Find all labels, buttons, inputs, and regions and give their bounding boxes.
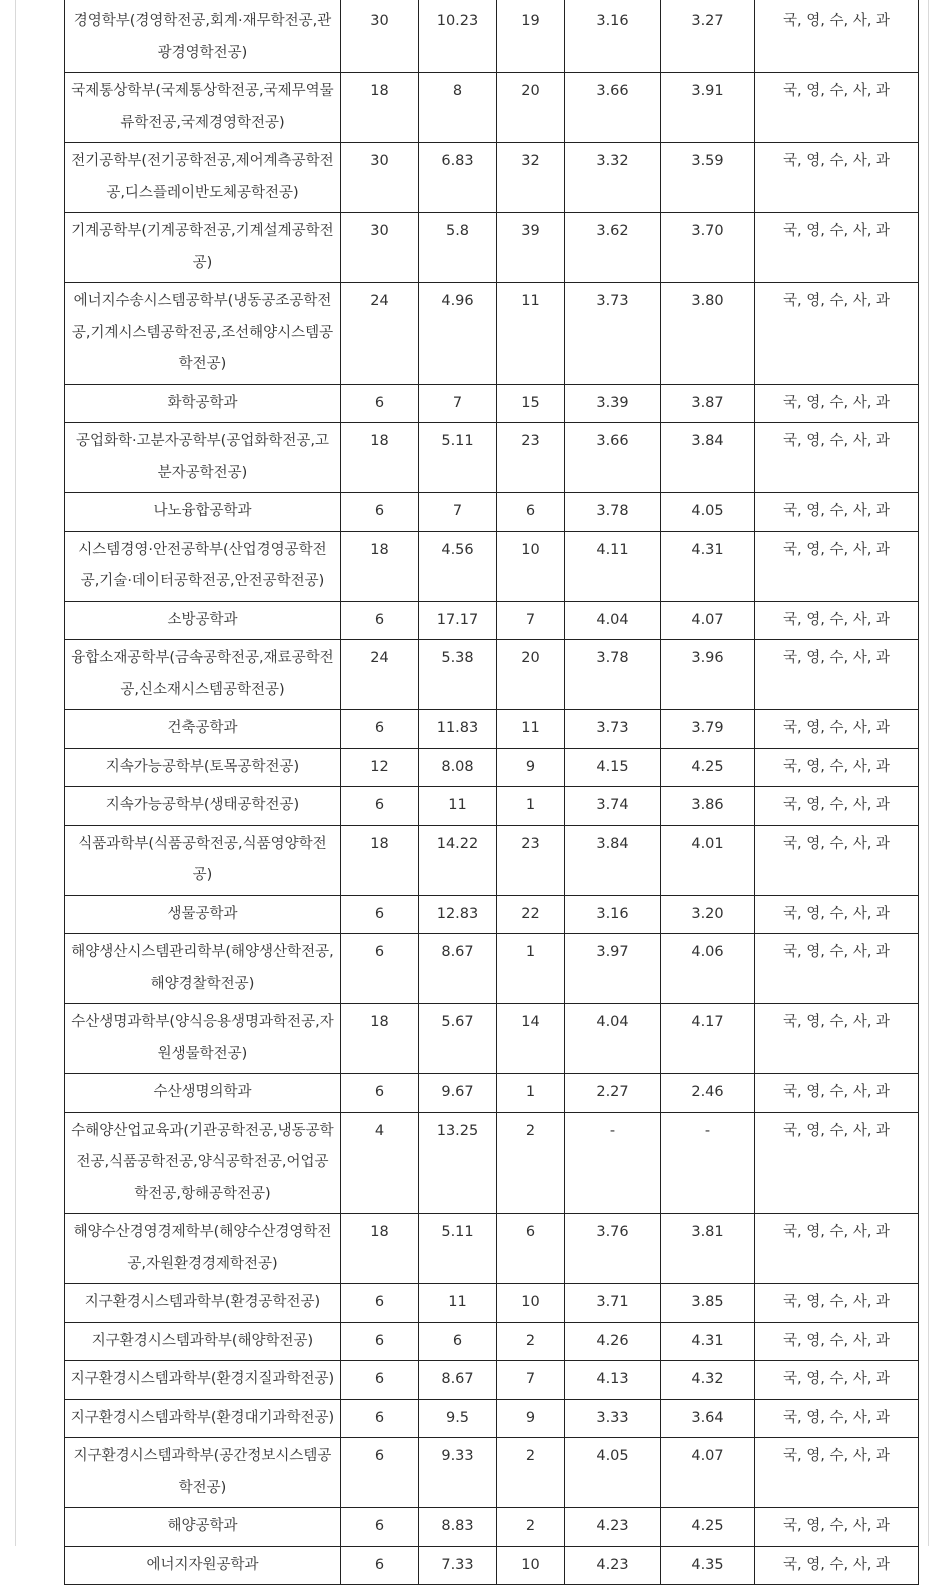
competition-ratio-cell: 11.83 bbox=[419, 710, 497, 749]
quota-cell: 18 bbox=[341, 73, 419, 143]
required-subjects-cell: 국, 영, 수, 사, 과 bbox=[755, 531, 919, 601]
admission-results-table bbox=[64, 0, 919, 1585]
table-row bbox=[65, 531, 919, 601]
required-subjects-cell: 국, 영, 수, 사, 과 bbox=[755, 710, 919, 749]
quota-cell: 6 bbox=[341, 1284, 419, 1323]
competition-ratio-cell: 14.22 bbox=[419, 825, 497, 895]
department-cell: 수해양산업교육과(기관공학전공,냉동공학전공,식품공학전공,양식공학전공,어업공학전공,항해공학전공) bbox=[65, 1112, 341, 1214]
quota-cell: 6 bbox=[341, 1438, 419, 1508]
quota-cell: 24 bbox=[341, 283, 419, 385]
table-row bbox=[65, 73, 919, 143]
table-row bbox=[65, 640, 919, 710]
department-cell: 전기공학부(전기공학전공,제어계측공학전공,디스플레이반도체공학전공) bbox=[65, 143, 341, 213]
cutoff-grade-cell: 4.35 bbox=[661, 1546, 755, 1585]
required-subjects-cell: 국, 영, 수, 사, 과 bbox=[755, 1546, 919, 1585]
department-cell: 에너지수송시스템공학부(냉동공조공학전공,기계시스템공학전공,조선해양시스템공학전공) bbox=[65, 283, 341, 385]
waitlist-cell: 22 bbox=[497, 895, 565, 934]
quota-cell: 6 bbox=[341, 787, 419, 826]
waitlist-cell: 14 bbox=[497, 1004, 565, 1074]
waitlist-cell: 10 bbox=[497, 1284, 565, 1323]
table-row bbox=[65, 1546, 919, 1585]
competition-ratio-cell: 8.83 bbox=[419, 1508, 497, 1547]
required-subjects-cell: 국, 영, 수, 사, 과 bbox=[755, 934, 919, 1004]
required-subjects-cell: 국, 영, 수, 사, 과 bbox=[755, 1508, 919, 1547]
quota-cell: 6 bbox=[341, 1074, 419, 1113]
quota-cell: 30 bbox=[341, 0, 419, 73]
table-row bbox=[65, 601, 919, 640]
waitlist-cell: 23 bbox=[497, 825, 565, 895]
required-subjects-cell: 국, 영, 수, 사, 과 bbox=[755, 748, 919, 787]
required-subjects-cell: 국, 영, 수, 사, 과 bbox=[755, 1074, 919, 1113]
required-subjects-cell: 국, 영, 수, 사, 과 bbox=[755, 1284, 919, 1323]
average-grade-cell: 4.26 bbox=[565, 1322, 661, 1361]
quota-cell: 6 bbox=[341, 1361, 419, 1400]
cutoff-grade-cell: 3.59 bbox=[661, 143, 755, 213]
table-row bbox=[65, 895, 919, 934]
waitlist-cell: 11 bbox=[497, 283, 565, 385]
average-grade-cell: 4.23 bbox=[565, 1546, 661, 1585]
waitlist-cell: 9 bbox=[497, 1399, 565, 1438]
average-grade-cell: 3.66 bbox=[565, 73, 661, 143]
average-grade-cell: 3.76 bbox=[565, 1214, 661, 1284]
competition-ratio-cell: 4.56 bbox=[419, 531, 497, 601]
required-subjects-cell: 국, 영, 수, 사, 과 bbox=[755, 0, 919, 73]
competition-ratio-cell: 17.17 bbox=[419, 601, 497, 640]
quota-cell: 18 bbox=[341, 1214, 419, 1284]
table-row bbox=[65, 384, 919, 423]
cutoff-grade-cell: 3.80 bbox=[661, 283, 755, 385]
table-row bbox=[65, 1361, 919, 1400]
cutoff-grade-cell: 4.31 bbox=[661, 1322, 755, 1361]
waitlist-cell: 11 bbox=[497, 710, 565, 749]
competition-ratio-cell: 8 bbox=[419, 73, 497, 143]
department-cell: 해양공학과 bbox=[65, 1508, 341, 1547]
competition-ratio-cell: 9.5 bbox=[419, 1399, 497, 1438]
quota-cell: 30 bbox=[341, 213, 419, 283]
department-cell: 지구환경시스템과학부(환경대기과학전공) bbox=[65, 1399, 341, 1438]
competition-ratio-cell: 9.67 bbox=[419, 1074, 497, 1113]
department-cell: 지속가능공학부(토목공학전공) bbox=[65, 748, 341, 787]
table-row bbox=[65, 423, 919, 493]
waitlist-cell: 1 bbox=[497, 934, 565, 1004]
table-row bbox=[65, 213, 919, 283]
waitlist-cell: 2 bbox=[497, 1438, 565, 1508]
department-cell: 소방공학과 bbox=[65, 601, 341, 640]
waitlist-cell: 9 bbox=[497, 748, 565, 787]
cutoff-grade-cell: 3.91 bbox=[661, 73, 755, 143]
waitlist-cell: 2 bbox=[497, 1112, 565, 1214]
competition-ratio-cell: 5.8 bbox=[419, 213, 497, 283]
cutoff-grade-cell: 3.96 bbox=[661, 640, 755, 710]
average-grade-cell: 4.13 bbox=[565, 1361, 661, 1400]
cutoff-grade-cell: 3.81 bbox=[661, 1214, 755, 1284]
average-grade-cell: 3.73 bbox=[565, 283, 661, 385]
required-subjects-cell: 국, 영, 수, 사, 과 bbox=[755, 895, 919, 934]
cutoff-grade-cell: 4.31 bbox=[661, 531, 755, 601]
table-row bbox=[65, 748, 919, 787]
table-row bbox=[65, 1322, 919, 1361]
table-row bbox=[65, 1074, 919, 1113]
cutoff-grade-cell: 3.20 bbox=[661, 895, 755, 934]
table-row bbox=[65, 710, 919, 749]
average-grade-cell: 3.66 bbox=[565, 423, 661, 493]
department-cell: 수산생명의학과 bbox=[65, 1074, 341, 1113]
department-cell: 시스템경영·안전공학부(산업경영공학전공,기술·데이터공학전공,안전공학전공) bbox=[65, 531, 341, 601]
required-subjects-cell: 국, 영, 수, 사, 과 bbox=[755, 601, 919, 640]
competition-ratio-cell: 5.11 bbox=[419, 1214, 497, 1284]
table-row bbox=[65, 1438, 919, 1508]
waitlist-cell: 32 bbox=[497, 143, 565, 213]
required-subjects-cell: 국, 영, 수, 사, 과 bbox=[755, 1322, 919, 1361]
required-subjects-cell: 국, 영, 수, 사, 과 bbox=[755, 384, 919, 423]
cutoff-grade-cell: 4.17 bbox=[661, 1004, 755, 1074]
waitlist-cell: 19 bbox=[497, 0, 565, 73]
table-row bbox=[65, 0, 919, 73]
table-row bbox=[65, 143, 919, 213]
department-cell: 식품과학부(식품공학전공,식품영양학전공) bbox=[65, 825, 341, 895]
average-grade-cell: 3.97 bbox=[565, 934, 661, 1004]
cutoff-grade-cell: 3.85 bbox=[661, 1284, 755, 1323]
average-grade-cell: 4.04 bbox=[565, 1004, 661, 1074]
required-subjects-cell: 국, 영, 수, 사, 과 bbox=[755, 1112, 919, 1214]
cutoff-grade-cell: 4.25 bbox=[661, 748, 755, 787]
average-grade-cell: 3.73 bbox=[565, 710, 661, 749]
department-cell: 생물공학과 bbox=[65, 895, 341, 934]
average-grade-cell: 3.16 bbox=[565, 895, 661, 934]
department-cell: 수산생명과학부(양식응용생명과학전공,자원생물학전공) bbox=[65, 1004, 341, 1074]
cutoff-grade-cell: 3.86 bbox=[661, 787, 755, 826]
average-grade-cell: - bbox=[565, 1112, 661, 1214]
average-grade-cell: 4.05 bbox=[565, 1438, 661, 1508]
cutoff-grade-cell: - bbox=[661, 1112, 755, 1214]
required-subjects-cell: 국, 영, 수, 사, 과 bbox=[755, 213, 919, 283]
required-subjects-cell: 국, 영, 수, 사, 과 bbox=[755, 1361, 919, 1400]
waitlist-cell: 20 bbox=[497, 73, 565, 143]
competition-ratio-cell: 11 bbox=[419, 1284, 497, 1323]
waitlist-cell: 6 bbox=[497, 493, 565, 532]
quota-cell: 6 bbox=[341, 934, 419, 1004]
department-cell: 지구환경시스템과학부(해양학전공) bbox=[65, 1322, 341, 1361]
required-subjects-cell: 국, 영, 수, 사, 과 bbox=[755, 423, 919, 493]
average-grade-cell: 3.16 bbox=[565, 0, 661, 73]
waitlist-cell: 39 bbox=[497, 213, 565, 283]
table-row bbox=[65, 1399, 919, 1438]
table-row bbox=[65, 1214, 919, 1284]
cutoff-grade-cell: 4.01 bbox=[661, 825, 755, 895]
table-row bbox=[65, 1112, 919, 1214]
average-grade-cell: 3.71 bbox=[565, 1284, 661, 1323]
cutoff-grade-cell: 4.05 bbox=[661, 493, 755, 532]
competition-ratio-cell: 6 bbox=[419, 1322, 497, 1361]
department-cell: 지구환경시스템과학부(환경공학전공) bbox=[65, 1284, 341, 1323]
department-cell: 지구환경시스템과학부(공간정보시스템공학전공) bbox=[65, 1438, 341, 1508]
waitlist-cell: 10 bbox=[497, 1546, 565, 1585]
cutoff-grade-cell: 2.46 bbox=[661, 1074, 755, 1113]
required-subjects-cell: 국, 영, 수, 사, 과 bbox=[755, 283, 919, 385]
department-cell: 지속가능공학부(생태공학전공) bbox=[65, 787, 341, 826]
quota-cell: 6 bbox=[341, 601, 419, 640]
cutoff-grade-cell: 3.70 bbox=[661, 213, 755, 283]
table-row bbox=[65, 283, 919, 385]
cutoff-grade-cell: 4.25 bbox=[661, 1508, 755, 1547]
competition-ratio-cell: 5.38 bbox=[419, 640, 497, 710]
right-border-line bbox=[928, 0, 929, 1546]
average-grade-cell: 4.11 bbox=[565, 531, 661, 601]
table-row bbox=[65, 493, 919, 532]
average-grade-cell: 3.39 bbox=[565, 384, 661, 423]
required-subjects-cell: 국, 영, 수, 사, 과 bbox=[755, 493, 919, 532]
cutoff-grade-cell: 4.07 bbox=[661, 601, 755, 640]
table-row bbox=[65, 1284, 919, 1323]
quota-cell: 18 bbox=[341, 531, 419, 601]
quota-cell: 12 bbox=[341, 748, 419, 787]
competition-ratio-cell: 7.33 bbox=[419, 1546, 497, 1585]
quota-cell: 6 bbox=[341, 1508, 419, 1547]
waitlist-cell: 1 bbox=[497, 1074, 565, 1113]
department-cell: 해양생산시스템관리학부(해양생산학전공,해양경찰학전공) bbox=[65, 934, 341, 1004]
competition-ratio-cell: 7 bbox=[419, 493, 497, 532]
waitlist-cell: 1 bbox=[497, 787, 565, 826]
competition-ratio-cell: 7 bbox=[419, 384, 497, 423]
competition-ratio-cell: 12.83 bbox=[419, 895, 497, 934]
average-grade-cell: 3.78 bbox=[565, 640, 661, 710]
competition-ratio-cell: 8.67 bbox=[419, 934, 497, 1004]
cutoff-grade-cell: 3.79 bbox=[661, 710, 755, 749]
waitlist-cell: 7 bbox=[497, 1361, 565, 1400]
required-subjects-cell: 국, 영, 수, 사, 과 bbox=[755, 640, 919, 710]
department-cell: 해양수산경영경제학부(해양수산경영학전공,자원환경경제학전공) bbox=[65, 1214, 341, 1284]
required-subjects-cell: 국, 영, 수, 사, 과 bbox=[755, 1214, 919, 1284]
left-border-line bbox=[15, 0, 16, 1546]
competition-ratio-cell: 5.67 bbox=[419, 1004, 497, 1074]
table-row bbox=[65, 934, 919, 1004]
required-subjects-cell: 국, 영, 수, 사, 과 bbox=[755, 1004, 919, 1074]
average-grade-cell: 2.27 bbox=[565, 1074, 661, 1113]
cutoff-grade-cell: 4.32 bbox=[661, 1361, 755, 1400]
quota-cell: 6 bbox=[341, 1399, 419, 1438]
quota-cell: 30 bbox=[341, 143, 419, 213]
required-subjects-cell: 국, 영, 수, 사, 과 bbox=[755, 73, 919, 143]
quota-cell: 18 bbox=[341, 423, 419, 493]
competition-ratio-cell: 11 bbox=[419, 787, 497, 826]
department-cell: 나노융합공학과 bbox=[65, 493, 341, 532]
average-grade-cell: 3.84 bbox=[565, 825, 661, 895]
quota-cell: 6 bbox=[341, 710, 419, 749]
table-row bbox=[65, 825, 919, 895]
average-grade-cell: 3.74 bbox=[565, 787, 661, 826]
table-row bbox=[65, 1004, 919, 1074]
average-grade-cell: 3.78 bbox=[565, 493, 661, 532]
cutoff-grade-cell: 3.84 bbox=[661, 423, 755, 493]
required-subjects-cell: 국, 영, 수, 사, 과 bbox=[755, 1438, 919, 1508]
average-grade-cell: 4.15 bbox=[565, 748, 661, 787]
department-cell: 공업화학·고분자공학부(공업화학전공,고분자공학전공) bbox=[65, 423, 341, 493]
table-row bbox=[65, 787, 919, 826]
quota-cell: 18 bbox=[341, 1004, 419, 1074]
quota-cell: 6 bbox=[341, 1322, 419, 1361]
average-grade-cell: 3.32 bbox=[565, 143, 661, 213]
required-subjects-cell: 국, 영, 수, 사, 과 bbox=[755, 787, 919, 826]
waitlist-cell: 10 bbox=[497, 531, 565, 601]
cutoff-grade-cell: 3.27 bbox=[661, 0, 755, 73]
average-grade-cell: 3.33 bbox=[565, 1399, 661, 1438]
quota-cell: 6 bbox=[341, 493, 419, 532]
competition-ratio-cell: 4.96 bbox=[419, 283, 497, 385]
quota-cell: 24 bbox=[341, 640, 419, 710]
waitlist-cell: 7 bbox=[497, 601, 565, 640]
competition-ratio-cell: 5.11 bbox=[419, 423, 497, 493]
cutoff-grade-cell: 3.64 bbox=[661, 1399, 755, 1438]
quota-cell: 4 bbox=[341, 1112, 419, 1214]
required-subjects-cell: 국, 영, 수, 사, 과 bbox=[755, 143, 919, 213]
department-cell: 기계공학부(기계공학전공,기계설계공학전공) bbox=[65, 213, 341, 283]
cutoff-grade-cell: 4.06 bbox=[661, 934, 755, 1004]
waitlist-cell: 15 bbox=[497, 384, 565, 423]
waitlist-cell: 20 bbox=[497, 640, 565, 710]
required-subjects-cell: 국, 영, 수, 사, 과 bbox=[755, 1399, 919, 1438]
cutoff-grade-cell: 3.87 bbox=[661, 384, 755, 423]
competition-ratio-cell: 13.25 bbox=[419, 1112, 497, 1214]
competition-ratio-cell: 10.23 bbox=[419, 0, 497, 73]
average-grade-cell: 4.23 bbox=[565, 1508, 661, 1547]
average-grade-cell: 4.04 bbox=[565, 601, 661, 640]
quota-cell: 6 bbox=[341, 1546, 419, 1585]
waitlist-cell: 2 bbox=[497, 1508, 565, 1547]
department-cell: 화학공학과 bbox=[65, 384, 341, 423]
required-subjects-cell: 국, 영, 수, 사, 과 bbox=[755, 825, 919, 895]
waitlist-cell: 23 bbox=[497, 423, 565, 493]
average-grade-cell: 3.62 bbox=[565, 213, 661, 283]
waitlist-cell: 6 bbox=[497, 1214, 565, 1284]
waitlist-cell: 2 bbox=[497, 1322, 565, 1361]
competition-ratio-cell: 9.33 bbox=[419, 1438, 497, 1508]
cutoff-grade-cell: 4.07 bbox=[661, 1438, 755, 1508]
table-row bbox=[65, 1508, 919, 1547]
department-cell: 융합소재공학부(금속공학전공,재료공학전공,신소재시스템공학전공) bbox=[65, 640, 341, 710]
competition-ratio-cell: 8.67 bbox=[419, 1361, 497, 1400]
quota-cell: 6 bbox=[341, 895, 419, 934]
quota-cell: 6 bbox=[341, 384, 419, 423]
competition-ratio-cell: 6.83 bbox=[419, 143, 497, 213]
department-cell: 지구환경시스템과학부(환경지질과학전공) bbox=[65, 1361, 341, 1400]
department-cell: 경영학부(경영학전공,회계·재무학전공,관광경영학전공) bbox=[65, 0, 341, 73]
department-cell: 국제통상학부(국제통상학전공,국제무역물류학전공,국제경영학전공) bbox=[65, 73, 341, 143]
department-cell: 건축공학과 bbox=[65, 710, 341, 749]
quota-cell: 18 bbox=[341, 825, 419, 895]
department-cell: 에너지자원공학과 bbox=[65, 1546, 341, 1585]
competition-ratio-cell: 8.08 bbox=[419, 748, 497, 787]
